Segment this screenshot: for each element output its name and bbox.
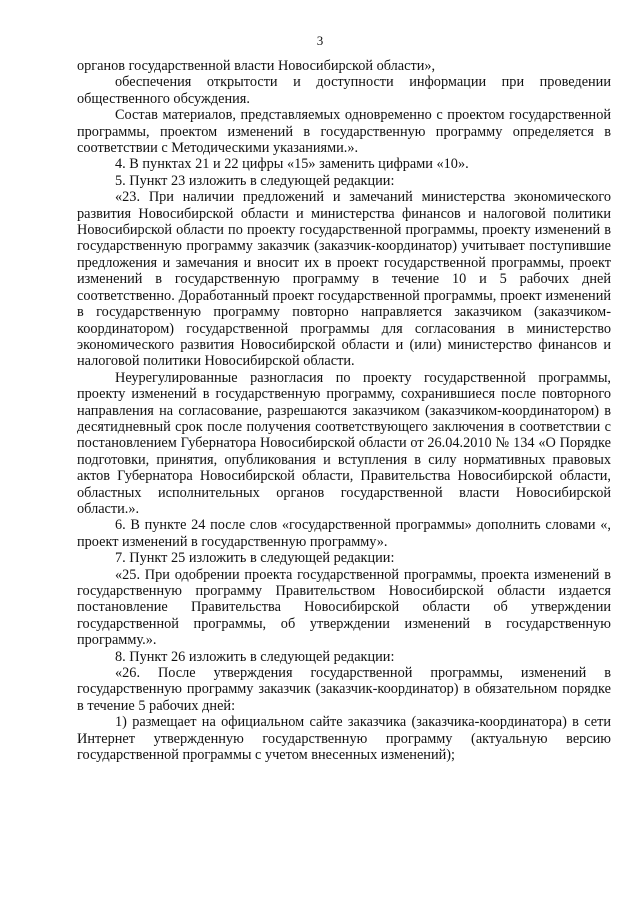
paragraph-7: Неурегулированные разногласия по проекту государственной программы, проекту изменений в государственную программу, сохранившиеся после повторного направления на согласование, разрешаются заказчиком (заказчиком-координатором) в десятидневный срок после получения соответствующего заключения в соответствии с постановлением Губернатора Новосибирской области от 26.04.2010 № 134 «О Порядке подготовки, принятия, опубликования и вступления в силу нормативных правовых актов Губернатора Новосибирской области, Правительства Новосибирской области, областных исполнительных органов государственной власти Новосибирской области.». bbox=[77, 369, 611, 517]
document-body bbox=[77, 58, 611, 763]
paragraph-9: 7. Пункт 25 изложить в следующей редакции: bbox=[115, 550, 395, 567]
paragraph-6: «23. При наличии предложений и замечаний министерства экономического развития Новосибирской области и министерства финансов и налоговой политики Новосибирской области по проекту государственной программы, проекту изменений в государственную программу заказчик (заказчик-координатор) учитывает поступившие предложения и замечания и вносит их в проект государственной программы, проект изменений в государственную программу в течение 10 и 5 рабочих дней соответственно. Доработанный проект государственной программы, проект изменений в государственную программу повторно направляется заказчиком (заказчиком-координатором) государственной программы для согласования в министерство экономического развития Новосибирской области и (или) министерство финансов и налоговой политики Новосибирской области. bbox=[77, 189, 611, 370]
paragraph-2: обеспечения открытости и доступности информации при проведении общественного обсуждения. bbox=[77, 74, 611, 107]
paragraph-10: «25. При одобрении проекта государственной программы, проекта изменений в государственную программу Правительством Новосибирской области издается постановление Правительства Новосибирской области об утверждении государственной программы, об утверждении изменений в государственную программу.». bbox=[77, 566, 611, 649]
paragraph-12: «26. После утверждения государственной программы, изменений в государственную программу заказчик (заказчик-координатор) в обязательном порядке в течение 5 рабочих дней: bbox=[77, 665, 611, 714]
paragraph-4: 4. В пунктах 21 и 22 цифры «15» заменить цифрами «10». bbox=[115, 156, 469, 173]
paragraph-5: 5. Пункт 23 изложить в следующей редакции: bbox=[115, 172, 395, 189]
paragraph-3: Состав материалов, представляемых одновременно с проектом государственной программы, проектом изменений в государственную программу определяется в соответствии с Методическими указаниями.». bbox=[77, 107, 611, 157]
page-number: 3 bbox=[316, 33, 324, 48]
paragraph-1: органов государственной власти Новосибирской области», bbox=[77, 58, 436, 74]
paragraph-13: 1) размещает на официальном сайте заказчика (заказчика-координатора) в сети Интернет утвержденную государственную программу (актуальную версию государственной программы с учетом внесенных изменений); bbox=[77, 714, 611, 764]
paragraph-11: 8. Пункт 26 изложить в следующей редакции: bbox=[115, 648, 395, 665]
paragraph-8: 6. В пункте 24 после слов «государственной программы» дополнить словами «, проект изменений в государственную программу». bbox=[77, 517, 611, 550]
